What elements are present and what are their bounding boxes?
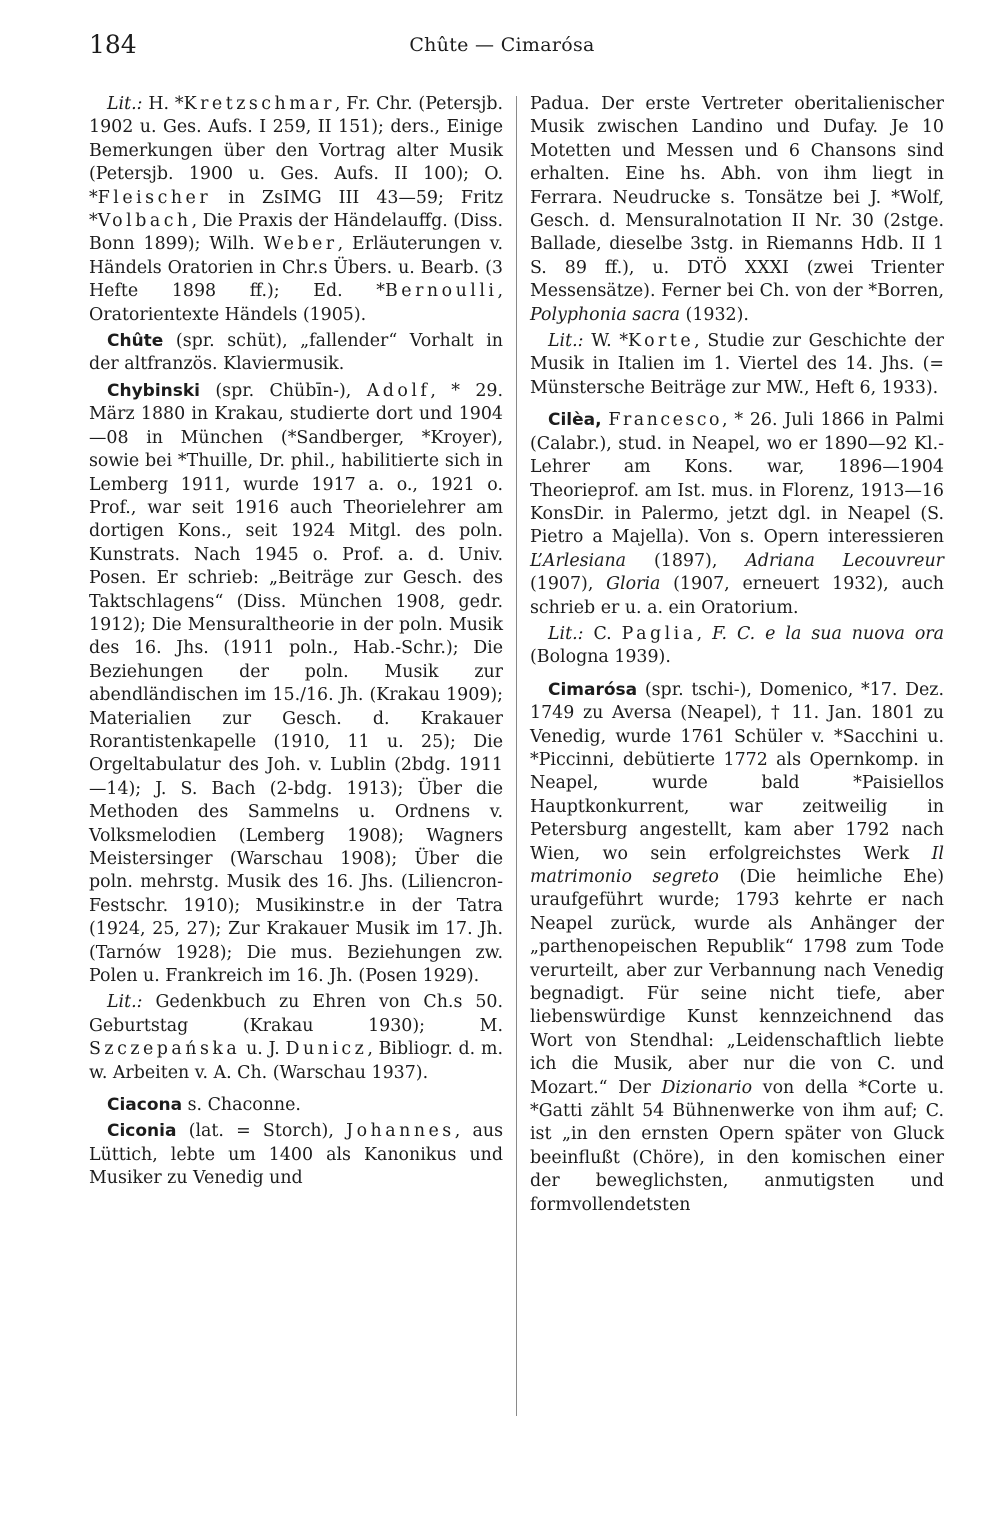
italic-title: F. C. e la sua nuova ora [712,623,944,644]
entry-ciacona: Ciacona s. Chaconne. [107,1095,301,1116]
spaced-name: Adolf [366,380,431,401]
entry-cimarosa: Cimarósa (spr. tschi-), Domenico, *17. Dez. 1749 zu Aversa (Neapel), † 11. Jan. 1801 zu Venedig, wurde 1761 Schüler v. *Sacchini u. *Piccinni, debütierte 1772 als Opernkomp. in Neapel, wurde bald *Paisiellos Hauptkonkurrent, war zeitweilig in Petersburg angestellt, kam aber 1792 nach Wien, wo sein erfolgreichstes Werk Il matrimonio segreto (Die heimliche Ehe) uraufgeführt wurde; 1793 kehrte er nach Neapel zurück, wurde als Anhänger der „parthenopeischen Republik“ 1798 zum Tode verurteilt, aber zur Verbannung nach Venedig begnadigt. Für seine nicht tiefe, aber liebenswürdige Kunst kennzeichnend das Wort von Stendhal: „Leidenschaftlich liebte ich die Musik, aber nur die von C. und Mozart.“ Der Dizionario von della *Corte u. *Gatti zählt 54 Bühnenwerke von ihm auf; C. ist „in den ernsten Opern später von Gluck beeinflußt (Chöre), in den komischen einer der beweglichsten, anmutigsten und formvollendetsten [530,679,944,1215]
entry-chybinski: Chybinski (spr. Chübīn-), Adolf, * 29. März 1880 in Krakau, studierte dort und 1904—08 in München (*Sandberger, *Kroyer), sowie bei *Thuille, Dr. phil., habilitierte sich in Lemberg 1911, wurde 1917 a. o., 1921 o. Prof., war seit 1916 auch Theorielehrer am dortigen Kons., seit 1924 Mitgl. des poln. Kunstrats. Nach 1945 o. Prof. a. d. Univ. Posen. Er schrieb: „Beiträge zur Gesch. des Taktschlagens“ (Diss. München 1908, gedr. 1912); Die Mensuraltheorie in der poln. Musik des 16. Jhs. (1911 poln., Hab.-Schr.); Die Beziehungen der poln. Musik zur abendländischen im 15./16. Jh. (Krakau 1909); Materialien zur Gesch. d. Krakauer Rorantistenkapelle (1910, 11 u. 25); Die Orgeltabulatur des Joh. v. Lublin (2bdg. 1911—14); J. S. Bach (2-bdg. 1913); Über die Methoden des Sammelns u. Ordnens v. Volksmelodien (Lemberg 1908); Wagners Meistersinger (Warschau 1908); Über die poln. mehrstg. Musik des 16. Jhs. (Liliencron-Festschr. 1910); Musikinstr.e in der Tatra (1924, 25, 27); Zur Krakauer Musik im 17. Jh. (Tarnów 1928); Die mus. Beziehungen zw. Polen u. Frankreich im 16. Jh. (Posen 1929). [89,380,503,987]
italic-title: Adriana Lecouvreur [745,550,944,571]
page-number: 184 [89,30,137,59]
spaced-name: Kretzschmar [183,94,335,114]
italic-title: Gloria [606,574,661,595]
spaced-name: Bernoulli [385,281,498,302]
entry-cilea-literature: Lit.: C. Paglia, F. C. e la sua nuova ora (Bologna 1939). [530,623,944,668]
right-column [530,93,944,1220]
lit-label: Lit.: [107,94,143,114]
italic-title: Polyphonia sacra [530,304,681,325]
entry-ciconia-literature: Lit.: W. *Korte, Studie zur Geschichte der Musik in Italien im 1. Viertel des 14. Jhs. (= Münstersche Beiträge zur MW., Heft 6, 1933). [530,331,944,398]
entry-cilea: Cilèa, Francesco, * 26. Juli 1866 in Palmi (Calabr.), stud. in Neapel, wo er 1890—92 Kl.-Lehrer am Kons. war, 1896—1904 Theorieprof. am Ist. mus. in Florenz, 1913—16 KonsDir. in Palermo, jetzt dgl. in Neapel (S. Pietro a Majella). Von s. Opern interessieren L’Arlesiana (1897), Adriana Lecouvreur (1907), Gloria (1907, erneuert 1932), auch schrieb er u. a. ein Oratorium. [530,410,944,618]
spaced-name: Korte [628,331,695,352]
lemma-ciacona: Ciacona [107,1095,183,1116]
spaced-name: Francesco [608,410,723,431]
entry-chute: Chûte (spr. schüt), „fallender“ Vorhalt in der altfranzös. Klaviermusik. [89,331,503,375]
italic-title: Dizionario [661,1077,753,1098]
lit-label: Lit.: [548,623,584,644]
lemma-cilea: Cilèa, [548,410,602,431]
lit-label: Lit.: [548,331,584,352]
page-header [89,30,915,64]
spaced-name: Johannes [346,1121,455,1142]
column-divider [516,96,517,1416]
spaced-name: Dunicz [285,1039,368,1060]
entry-ciconia: Ciconia (lat. = Storch), Johannes, aus Lüttich, lebte um 1400 als Kanonikus und Musiker zu Venedig und [89,1121,503,1189]
spaced-name: Paglia [621,623,697,644]
entry-literature-kretzschmar: Lit.: H. *Kretzschmar, Fr. Chr. (Petersjb. 1902 u. Ges. Aufs. I 259, II 151); ders., Einige Bemerkungen über den Vortrag alter Musik (Petersjb. 1900 u. Ges. Aufs. II 100); O. *Fleischer in ZsIMG III 43—59; Fritz *Volbach, Die Praxis der Händelauffg. (Diss. Bonn 1899); Wilh. Weber, Erläuterungen v. Händels Oratorien in Chr.s Übers. u. Bearb. (3 Hefte 1898 ff.); Ed. *Bernoulli, Oratorientexte Händels (1905). [89,94,503,325]
spaced-name: Fleischer [97,187,212,208]
running-head: Chûte — Cimarósa [409,34,595,56]
lemma-chybinski: Chybinski [107,380,201,401]
italic-title: Il matrimonio segreto [530,843,944,887]
lemma-cimarosa: Cimarósa [548,679,638,700]
left-column [89,93,503,1194]
italic-title: L’Arlesiana [530,550,627,571]
spaced-name: Szczepańska [89,1039,241,1060]
lemma-chute: Chûte [107,331,164,352]
lit-label: Lit.: [107,992,143,1013]
entry-chybinski-literature: Lit.: Gedenkbuch zu Ehren von Ch.s 50. Geburtstag (Krakau 1930); M. Szczepańska u. J. Dunicz, Bibliogr. d. m. w. Arbeiten v. A. Ch. (Warschau 1937). [89,992,503,1083]
entry-ciconia-continued: Padua. Der erste Vertreter oberitalienischer Musik zwischen Landino und Dufay. Je 10 Motetten und Messen und 6 Chansons sind erhalten. Eine hs. Abh. von ihm liegt in Ferrara. Neudrucke s. Tonsätze bei J. *Wolf, Gesch. d. Mensuralnotation II Nr. 30 (2stge. Ballade, dieselbe 3stg. in Riemanns Hdb. II 1 S. 89 ff.), u. DTÖ XXXI (zwei Trienter Messensätze). Ferner bei Ch. von der *Borren, Polyphonia sacra (1932). [530,94,944,325]
spaced-name: Volbach [97,211,192,232]
spaced-name: Weber [263,234,338,255]
lemma-ciconia: Ciconia [107,1121,177,1142]
